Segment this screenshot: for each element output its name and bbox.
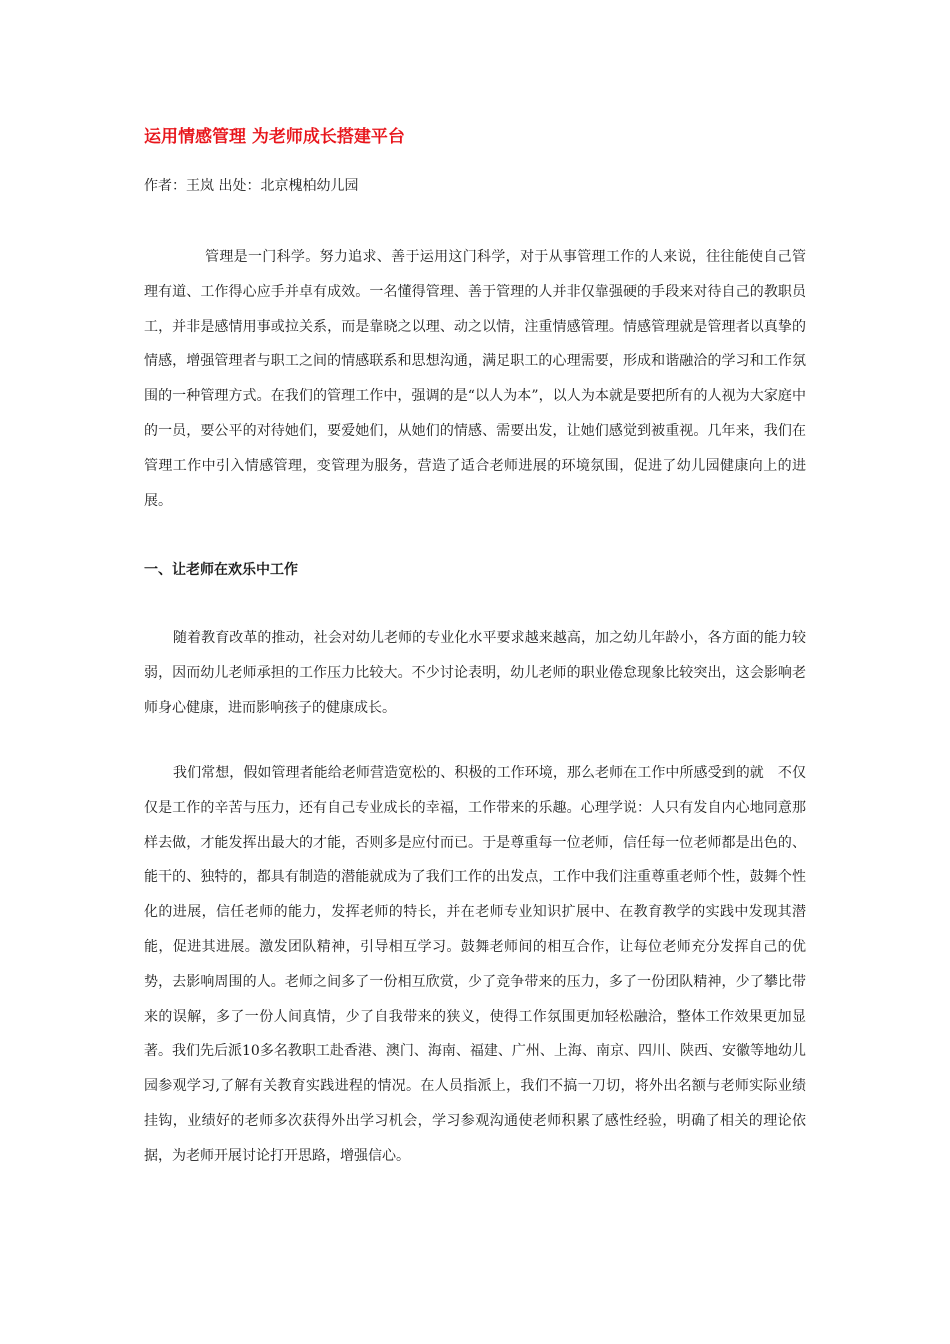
document-title: 运用情感管理 为老师成长搭建平台 <box>144 127 405 147</box>
section-heading-1: 一、让老师在欢乐中工作 <box>144 562 298 578</box>
paragraph-intro: 管理是一门科学。努力追求、善于运用这门科学，对于从事管理工作的人来说，往往能使自己管理有道、工作得心应手并卓有成效。一名懂得管理、善于管理的人并非仅靠强硬的手段来对待自己的教职员工，并非是感情用事或拉关系，而是靠晓之以理、动之以情，注重情感管理。情感管理就是管理者以真挚的情感，增强管理者与职工之间的情感联系和思想沟通，满足职工的心理需要，形成和谐融洽的学习和工作氛围的一种管理方式。在我们的管理工作中，强调的是“以人为本”，以人为本就是要把所有的人视为大家庭中的一员，要公平的对待她们，要爱她们，从她们的情感、需要出发，让她们感觉到被重视。几年来，我们在管理工作中引入情感管理，变管理为服务，营造了适合老师进展的环境氛围，促进了幼儿园健康向上的进展。 <box>144 249 806 509</box>
author-source-line: 作者：王岚 出处：北京槐柏幼儿园 <box>144 178 359 194</box>
paragraph-section-1-b: 我们常想，假如管理者能给老师营造宽松的、积极的工作环境，那么老师在工作中所感受到的就 不仅仅是工作的辛苦与压力，还有自己专业成长的幸福，工作带来的乐趣。心理学说：人只有发自内心地同意那样去做，才能发挥出最大的才能，否则多是应付而已。于是尊重每一位老师，信任每一位老师都是出色的、能干的、独特的，都具有制造的潜能就成为了我们工作的出发点，工作中我们注重尊重老师个性，鼓舞个性化的进展，信任老师的能力，发挥老师的特长，并在老师专业知识扩展中、在教育教学的实践中发现其潜能，促进其进展。激发团队精神，引导相互学习。鼓舞老师间的相互合作，让每位老师充分发挥自己的优势，去影响周围的人。老师之间多了一份相互欣赏，少了竞争带来的压力，多了一份团队精神，少了攀比带来的误解，多了一份人间真情，少了自我带来的狭义，使得工作氛围更加轻松融洽，整体工作效果更加显著。我们先后派10多名教职工赴香港、澳门、海南、福建、广州、上海、南京、四川、陕西、安徽等地幼儿园参观学习,了解有关教育实践进程的情况。在人员指派上，我们不搞一刀切，将外出名额与老师实际业绩挂钩，业绩好的老师多次获得外出学习机会，学习参观沟通使老师积累了感性经验，明确了相关的理论依据，为老师开展讨论打开思路，增强信心。 <box>144 765 806 1164</box>
paragraph-section-1-a: 随着教育改革的推动，社会对幼儿老师的专业化水平要求越来越高，加之幼儿年龄小，各方面的能力较弱，因而幼儿老师承担的工作压力比较大。不少讨论表明，幼儿老师的职业倦怠现象比较突出，这会影响老师身心健康，进而影响孩子的健康成长。 <box>144 630 806 716</box>
